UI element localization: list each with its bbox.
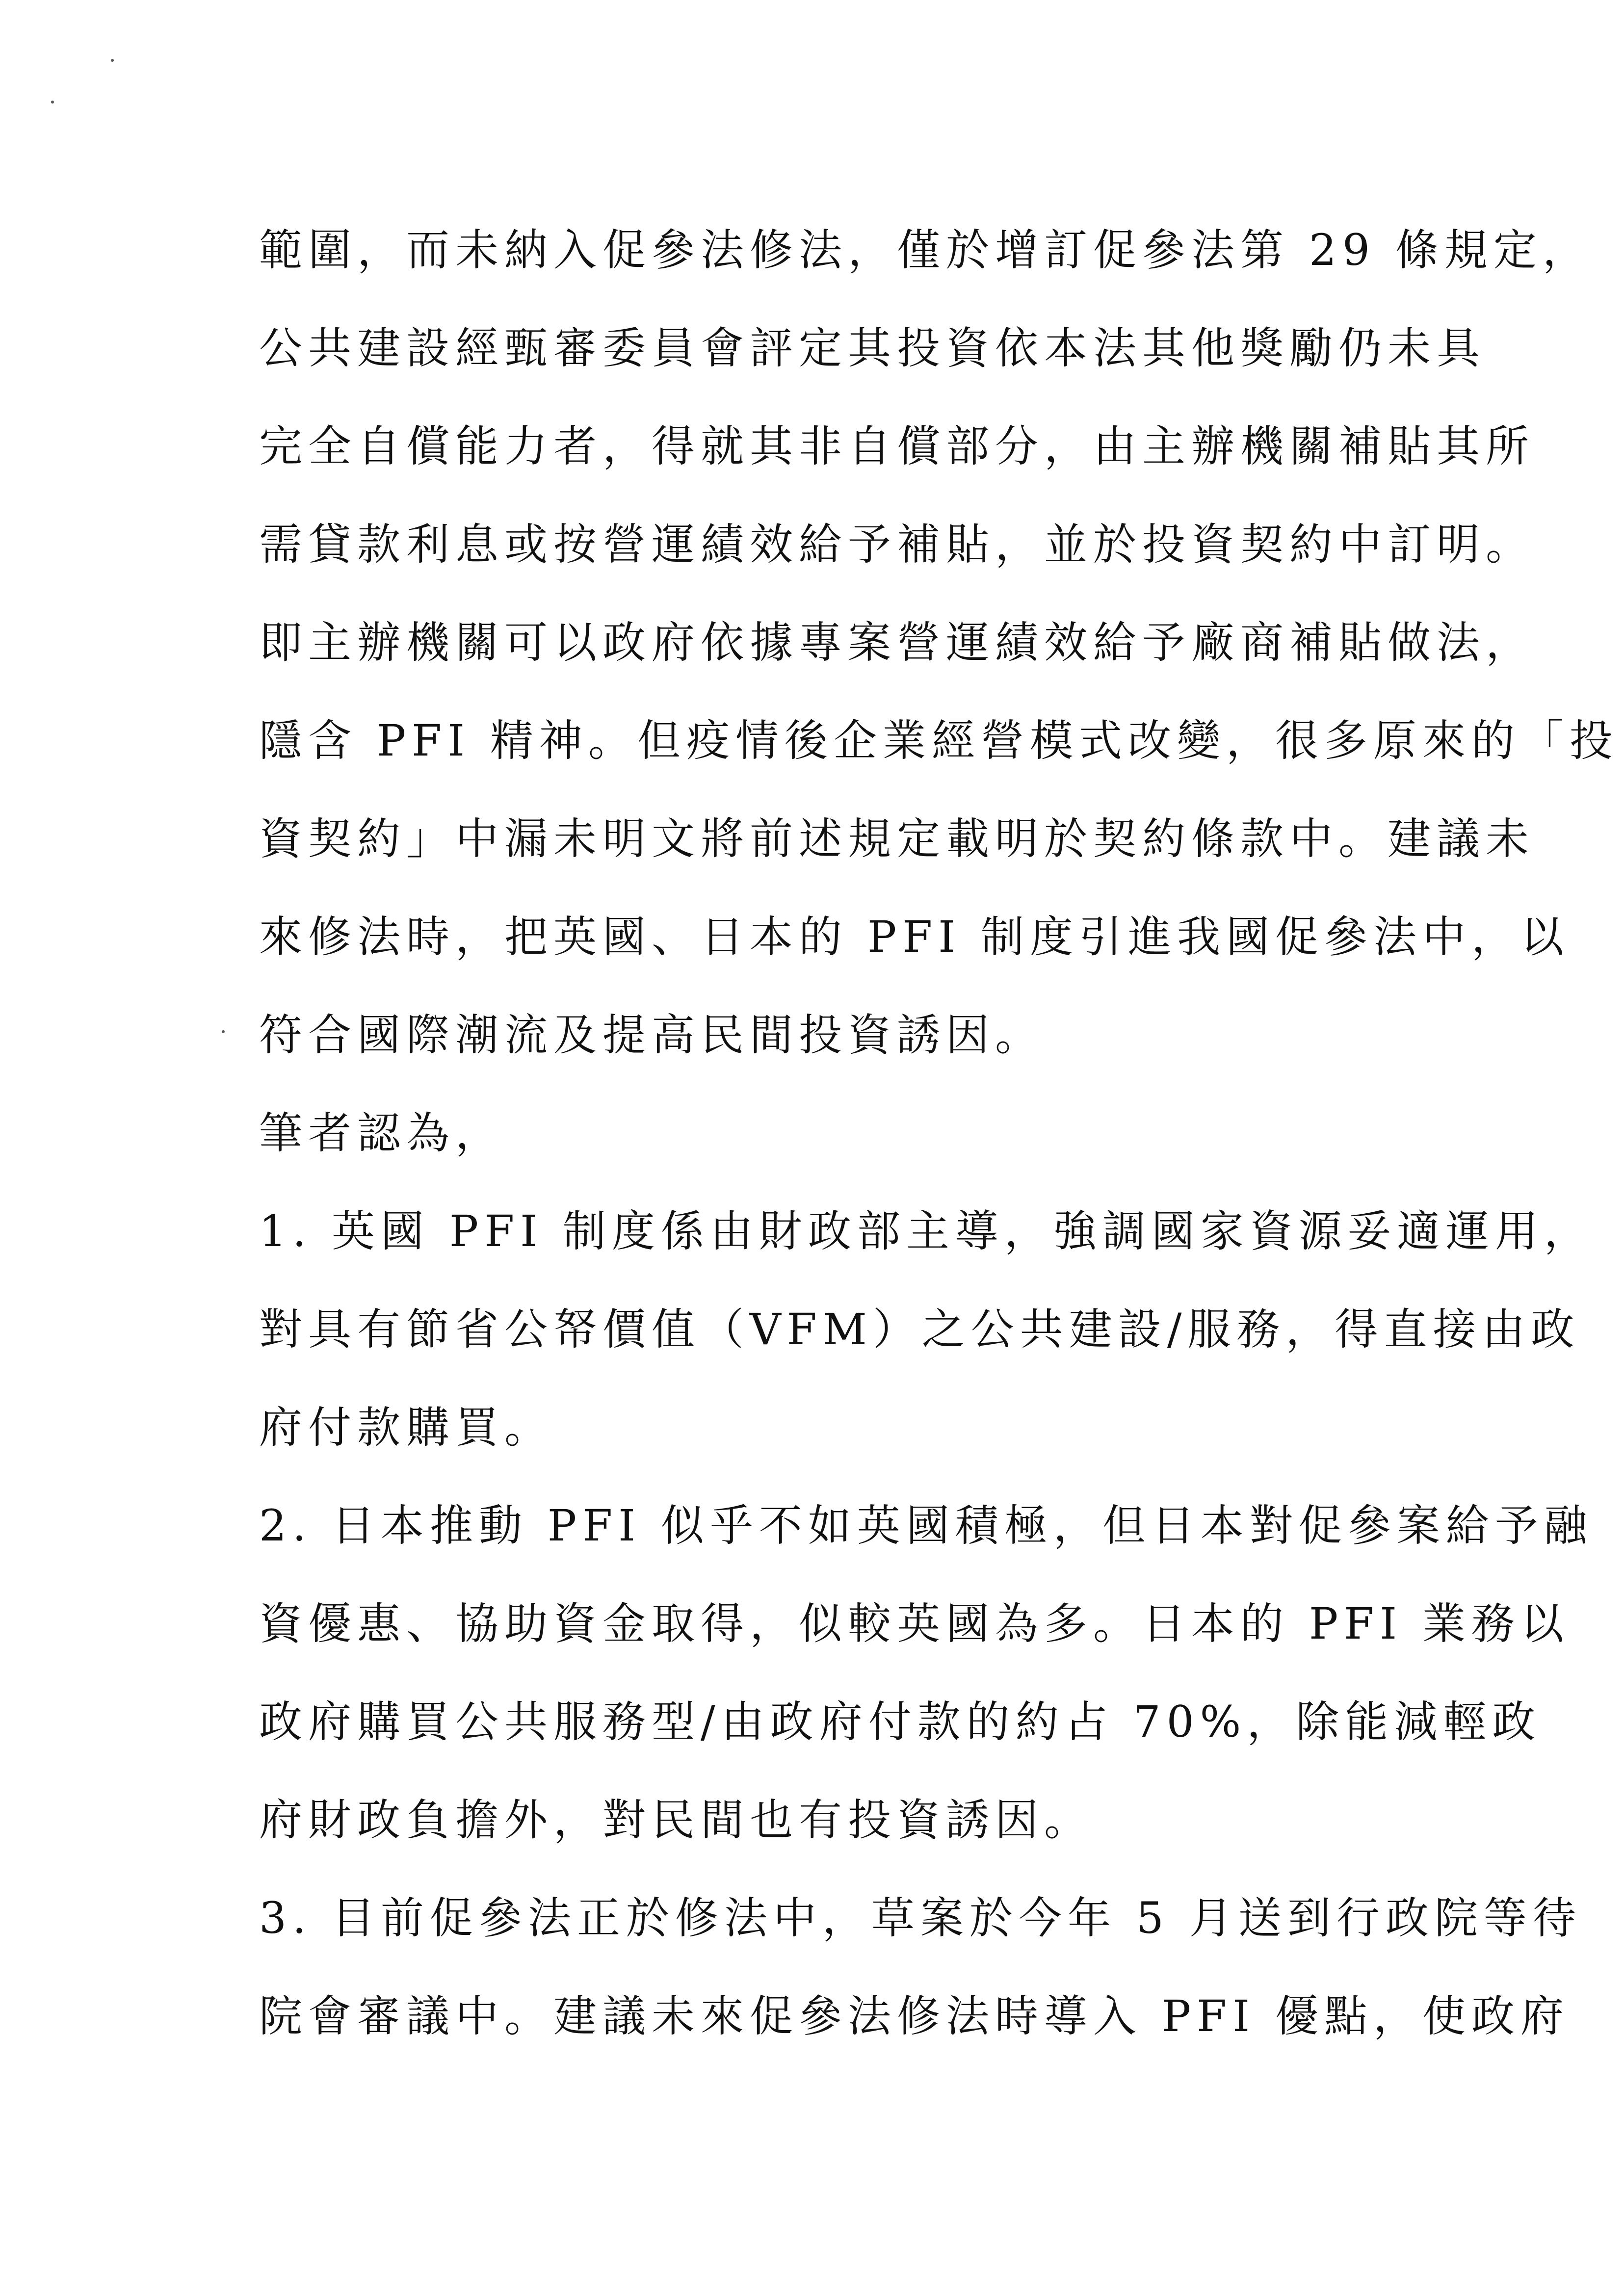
list-item-3: 3. 目前促參法正於修法中，草案於今年 5 月送到行政院等待	[259, 1893, 1582, 1943]
text-line: 府財政負擔外，對民間也有投資誘因。	[259, 1795, 1094, 1845]
text-line: 府付款購買。	[259, 1402, 554, 1453]
list-item-1: 1. 英國 PFI 制度係由財政部主導，強調國家資源妥適運用，	[259, 1206, 1593, 1256]
text-line: 即主辦機關可以政府依據專案營運績效給予廠商補貼做法，	[259, 617, 1535, 668]
list-item-2: 2. 日本推動 PFI 似乎不如英國積極，但日本對促參案給予融	[259, 1500, 1593, 1551]
text-line: 筆者認為，	[259, 1108, 505, 1158]
text-line: 符合國際潮流及提高民間投資誘因。	[259, 1010, 1045, 1060]
text-line: 資契約」中漏未明文將前述規定載明於契約條款中。建議未	[259, 813, 1535, 864]
text-line: 需貸款利息或按營運績效給予補貼，並於投資契約中訂明。	[259, 519, 1535, 570]
text-line: 隱含 PFI 精神。但疫情後企業經營模式改變，很多原來的「投	[259, 715, 1619, 766]
text-line: 來修法時，把英國、日本的 PFI 制度引進我國促參法中，以	[259, 912, 1570, 962]
text-line: 對具有節省公帑價值（VFM）之公共建設/服務，得直接由政	[259, 1304, 1580, 1355]
text-line: 公共建設經甄審委員會評定其投資依本法其他獎勵仍未具	[259, 323, 1486, 373]
scan-speck	[51, 101, 54, 104]
text-line: 資優惠、協助資金取得，似較英國為多。日本的 PFI 業務以	[259, 1598, 1570, 1649]
text-line: 政府購買公共服務型/由政府付款的約占 70%，除能減輕政	[259, 1696, 1542, 1747]
body-text	[259, 216, 1619, 2080]
text-line: 院會審議中。建議未來促參法修法時導入 PFI 優點，使政府	[259, 1991, 1570, 2041]
scan-speck	[222, 1030, 225, 1033]
text-line: 範圍，而未納入促參法修法，僅於增訂促參法第 29 條規定，	[259, 225, 1592, 275]
scan-speck	[111, 59, 114, 62]
text-line: 完全自償能力者，得就其非自償部分，由主辦機關補貼其所	[259, 421, 1535, 471]
